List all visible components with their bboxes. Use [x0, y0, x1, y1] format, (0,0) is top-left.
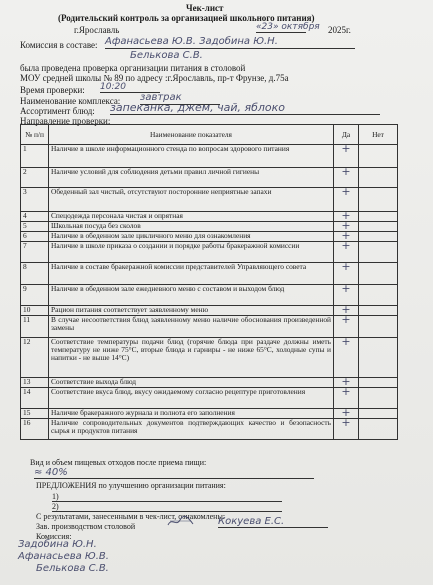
row-text: Наличие в обеденном зале ежедневного меню с составом и выходом блюд [49, 285, 334, 306]
no-cell [359, 222, 398, 232]
yes-mark: + [334, 378, 359, 388]
time-value: 10:20 [100, 82, 160, 93]
no-cell [359, 232, 398, 242]
no-cell [359, 316, 398, 338]
yes-mark: + [334, 232, 359, 242]
col-header-num: № п/п [21, 125, 49, 145]
manager-name-handwritten: Кокуева Е.С. [218, 516, 328, 528]
city-label: г.Ярославль [74, 25, 120, 35]
yes-mark: + [334, 409, 359, 419]
proposal-1: 1) [52, 492, 282, 502]
yes-mark: + [334, 285, 359, 306]
date-handwritten: «23» октября [256, 22, 320, 32]
doc-title: Чек-лист [186, 3, 224, 13]
col-header-no: Нет [359, 125, 398, 145]
row-number: 4 [21, 212, 49, 222]
no-cell [359, 388, 398, 409]
yes-mark: + [334, 222, 359, 232]
row-number: 7 [21, 242, 49, 263]
row-number: 14 [21, 388, 49, 409]
proposals-label: ПРЕДЛОЖЕНИЯ по улучшению организации питания: [36, 481, 226, 490]
row-number: 10 [21, 306, 49, 316]
complex-value: завтрак [140, 92, 220, 105]
yes-mark: + [334, 145, 359, 168]
no-cell [359, 242, 398, 263]
commission-members-handwritten-2: Белькова С.В. [130, 50, 203, 61]
yes-mark: + [334, 168, 359, 188]
col-header-yes: Да [334, 125, 359, 145]
row-number: 11 [21, 316, 49, 338]
commission-footer-label: Комиссия: [36, 532, 72, 541]
row-text: Наличие условий для соблюдения детьми правил личной гигиены [49, 168, 334, 188]
no-cell [359, 338, 398, 378]
table-row [21, 188, 398, 212]
commission-label: Комиссия в составе: [20, 40, 98, 50]
col-header-name: Наименование показателя [49, 125, 334, 145]
yes-mark: + [334, 263, 359, 285]
row-text: Спецодежда персонала чистая и опрятная [49, 212, 334, 222]
commission-sign-1: Задобина Ю.Н. [18, 539, 97, 550]
check-text: была проведена проверка организации питания в столовой [20, 63, 246, 73]
commission-sign-3: Белькова С.В. [36, 563, 109, 574]
yes-mark: + [334, 419, 359, 440]
yes-mark: + [334, 188, 359, 212]
proposal-2: 2) [52, 502, 282, 512]
row-text: Наличие в школе приказа о создании и порядке работы бракеражной комиссии [49, 242, 334, 263]
row-number: 8 [21, 263, 49, 285]
yes-mark: + [334, 388, 359, 409]
no-cell [359, 188, 398, 212]
no-cell [359, 409, 398, 419]
row-number: 6 [21, 232, 49, 242]
row-number: 13 [21, 378, 49, 388]
complex-label: Наименование комплекса: [20, 96, 121, 106]
school-address: МОУ средней школы № 89 по адресу :г.Ярославль, пр-т Фрунзе, д.75а [20, 73, 289, 83]
manager-label: Зав. производством столовой [36, 522, 136, 531]
table-row [21, 338, 398, 378]
no-cell [359, 285, 398, 306]
commission-sign-2: Афанасьева Ю.В. [18, 551, 109, 562]
no-cell [359, 419, 398, 440]
row-text: Обеденный зал чистый, отсутствуют посторонние неприятные запахи [49, 188, 334, 212]
yes-mark: + [334, 212, 359, 222]
doc-year: 2025г. [328, 25, 351, 35]
manager-signature-scribble [166, 515, 196, 529]
yes-mark: + [334, 316, 359, 338]
row-text: Соответствие вкуса блюд, вкусу ожидаемому согласно рецептуре приготовления [49, 388, 334, 409]
row-text: Школьная посуда без сколов [49, 222, 334, 232]
time-label: Время проверки: [20, 85, 85, 95]
no-cell [359, 378, 398, 388]
no-cell [359, 263, 398, 285]
row-text: Наличие в обеденном зале цикличного меню для ознакомления [49, 232, 334, 242]
row-text: Наличие в составе бракеражной комиссии представителей Управляющего совета [49, 263, 334, 285]
no-cell [359, 145, 398, 168]
yes-mark: + [334, 242, 359, 263]
no-cell [359, 306, 398, 316]
acquainted-text: С результатами, занесенными в чек-лист, ознакомлены: [36, 512, 226, 521]
yes-mark: + [334, 306, 359, 316]
row-number: 2 [21, 168, 49, 188]
row-text: Наличие в школе информационного стенда по вопросам здорового питания [49, 145, 334, 168]
no-cell [359, 212, 398, 222]
row-text: Наличие бракеражного журнала и полнота его заполнения [49, 409, 334, 419]
assortment-label: Ассортимент блюд: [20, 106, 95, 116]
row-number: 9 [21, 285, 49, 306]
waste-label: Вид и объем пищевых отходов после приема пищи: [30, 458, 207, 467]
row-text: Рацион питания соответствует заявленному меню [49, 306, 334, 316]
row-number: 1 [21, 145, 49, 168]
row-number: 12 [21, 338, 49, 378]
commission-members-handwritten: Афанасьева Ю.В. Задобина Ю.Н. [105, 36, 355, 49]
row-text: Наличие сопроводительных документов подтверждающих качество и безопасность сырья и продуктов питания [49, 419, 334, 440]
table-row [21, 419, 398, 440]
yes-mark: + [334, 338, 359, 378]
waste-value: ≈ 40% [34, 467, 314, 479]
direction-label: Направление проверки: [20, 116, 111, 126]
row-number: 5 [21, 222, 49, 232]
row-number: 15 [21, 409, 49, 419]
row-text: Соответствие температуры подачи блюд (горячие блюда при раздаче должны иметь температуру не ниже 75°С, вторые блюда и гарниры - не ниже 65°С, холодные супы и напитки - не выше 14°С) [49, 338, 334, 378]
row-number: 3 [21, 188, 49, 212]
assortment-value: запеканка, джем, чай, яблоко [110, 101, 380, 115]
no-cell [359, 168, 398, 188]
row-text: В случае несоответствия блюд заявленному меню наличие обоснования произведенной замены [49, 316, 334, 338]
row-number: 16 [21, 419, 49, 440]
checklist-table [20, 124, 398, 440]
doc-subtitle: (Родительский контроль за организацией школьного питания) [58, 13, 315, 23]
row-text: Соответствие выхода блюд [49, 378, 334, 388]
